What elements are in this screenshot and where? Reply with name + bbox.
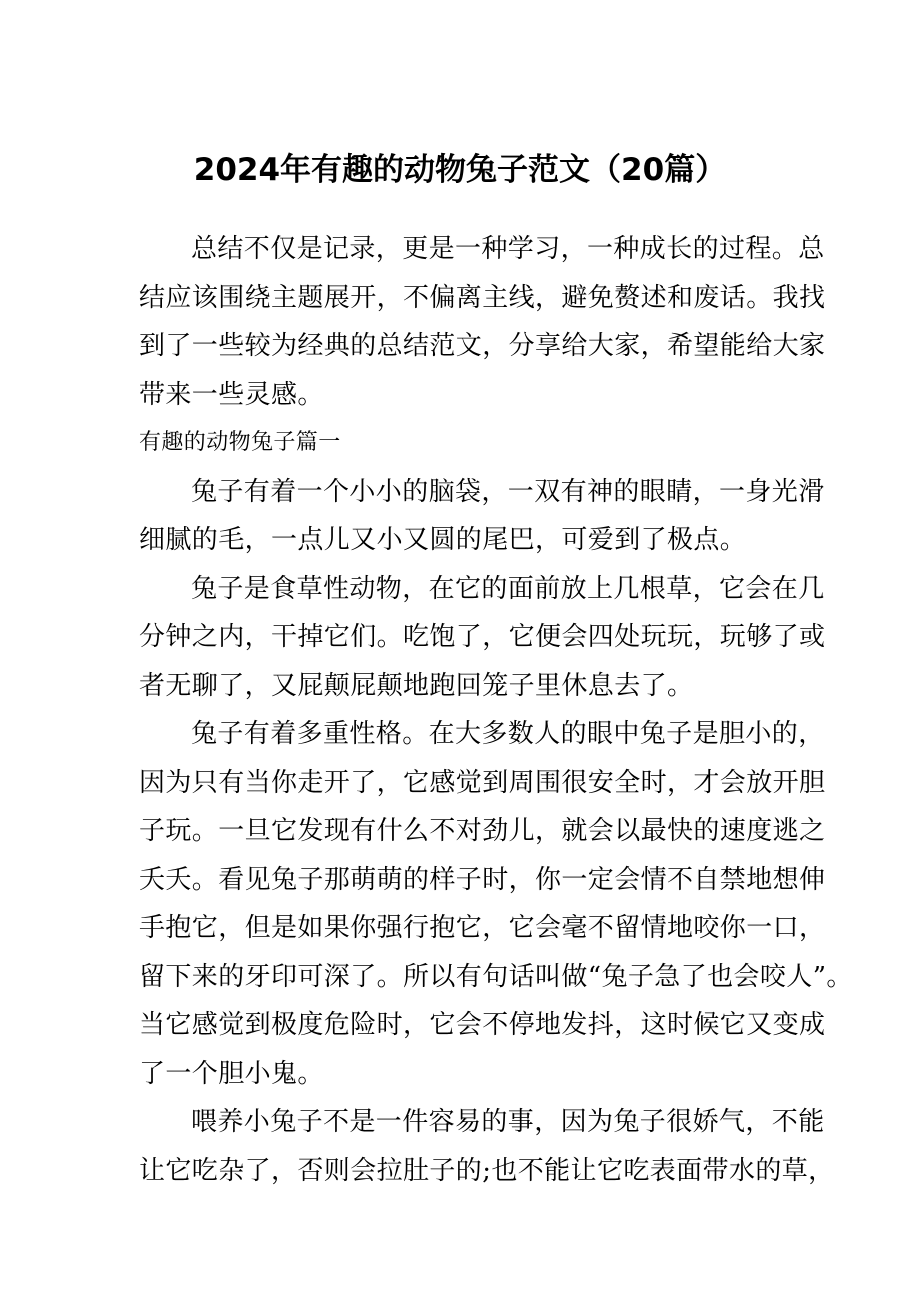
paragraph-line: 子玩。一旦它发现有什么不对劲儿，就会以最快的速度逃之 — [139, 816, 826, 846]
document-title: 2024年有趣的动物兔子范文（20篇） — [193, 152, 727, 188]
intro-line: 带来一些灵感。 — [139, 379, 324, 410]
intro-line: 总结不仅是记录，更是一种学习，一种成长的过程。总 — [191, 234, 825, 264]
paragraph-line: 兔子是食草性动物，在它的面前放上几根草，它会在几 — [191, 573, 825, 604]
paragraph-line: 让它吃杂了，否则会拉肚子的;也不能让它吃表面带水的草， — [139, 1155, 835, 1186]
paragraph-line: 了一个胆小鬼。 — [139, 1058, 324, 1089]
paragraph-line: 夭夭。看见兔子那萌萌的样子时，你一定会情不自禁地想伸 — [139, 864, 826, 895]
paragraph-line: 当它感觉到极度危险时，它会不停地发抖，这时候它又变成 — [139, 1010, 826, 1040]
paragraph-line: 兔子有着多重性格。在大多数人的眼中兔子是胆小的， — [191, 719, 825, 749]
paragraph-line: 因为只有当你走开了，它感觉到周围很安全时，才会放开胆 — [139, 767, 826, 798]
section-heading: 有趣的动物兔子篇一 — [139, 430, 341, 455]
paragraph-line: 喂养小兔子不是一件容易的事，因为兔子很娇气，不能 — [191, 1107, 825, 1137]
paragraph-line: 兔子有着一个小小的脑袋，一双有神的眼睛，一身光滑 — [191, 476, 825, 507]
paragraph-line: 手抱它，但是如果你强行抱它，它会毫不留情地咬你一口， — [139, 913, 826, 943]
paragraph-line: 留下来的牙印可深了。所以有句话叫做“兔子急了也会咬人”。 — [139, 961, 853, 992]
intro-line: 结应该围绕主题展开，不偏离主线，避免赘述和废话。我找 — [139, 282, 826, 313]
intro-line: 到了一些较为经典的总结范文，分享给大家，希望能给大家 — [139, 331, 826, 361]
paragraph-line: 者无聊了，又屁颠屁颠地跑回笼子里休息去了。 — [139, 670, 694, 701]
paragraph-line: 分钟之内，干掉它们。吃饱了，它便会四处玩玩，玩够了或 — [139, 622, 826, 652]
document-body — [139, 225, 853, 1195]
paragraph-line: 细腻的毛，一点儿又小又圆的尾巴，可爱到了极点。 — [139, 525, 747, 555]
